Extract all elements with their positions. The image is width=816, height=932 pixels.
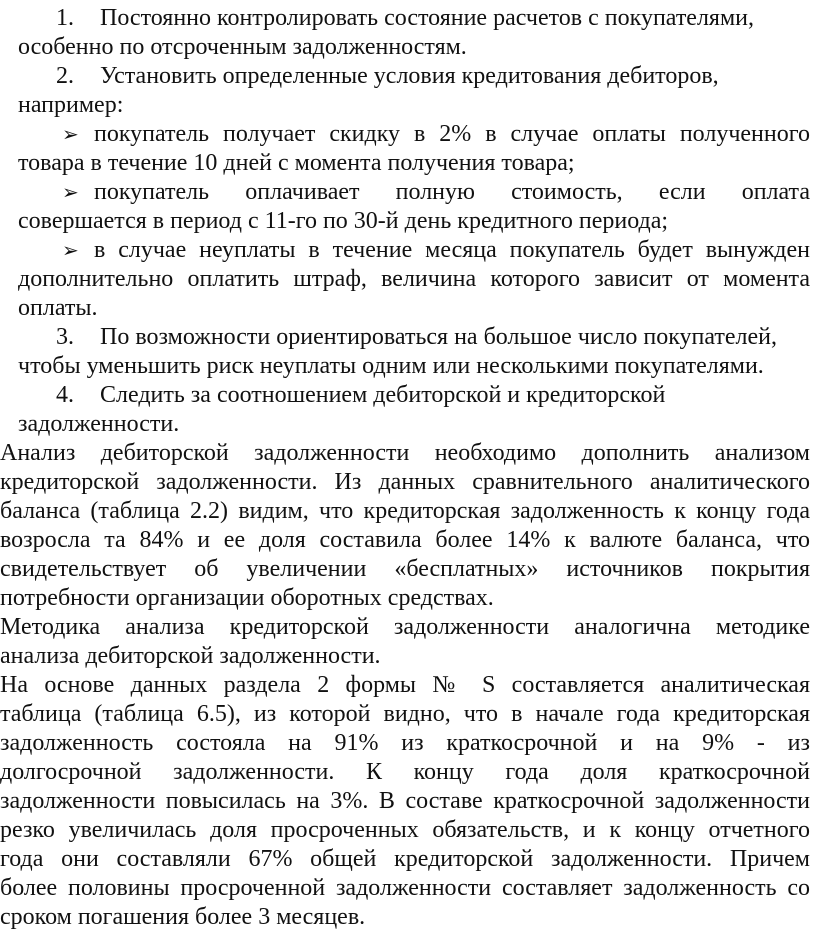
text-line: дополнительно оплатить штраф, величина которого зависит от момента xyxy=(18,266,810,292)
list-number: 4. xyxy=(56,382,74,408)
document-page xyxy=(0,4,810,932)
text-line: баланса (таблица 2.2) видим, что кредиторская задолженность к концу года xyxy=(0,498,810,524)
list-number: 1. xyxy=(56,5,74,31)
text-line: совершается в период с 11-го по 30-й день кредитного периода; xyxy=(18,208,669,234)
text-line: Анализ дебиторской задолженности необходимо дополнить анализом xyxy=(0,440,810,466)
text-line: товара в течение 10 дней с момента получения товара; xyxy=(18,150,575,176)
text-line: долгосрочной задолженности. К концу года доля краткосрочной xyxy=(0,759,810,785)
bullet-item xyxy=(0,236,810,323)
paragraph xyxy=(0,613,810,671)
text-line: потребности организации оборотных средствах. xyxy=(0,585,494,611)
bullet-text: покупатель получает скидку в 2% в случае оплаты полученного xyxy=(94,121,810,147)
arrow-bullet-icon: ➢ xyxy=(62,238,79,262)
paragraph xyxy=(0,671,810,932)
bullet-text: покупатель оплачивает полную стоимость, если оплата xyxy=(94,179,810,205)
arrow-bullet-icon: ➢ xyxy=(62,180,79,204)
list-text: Следить за соотношением дебиторской и кредиторской xyxy=(100,382,666,408)
text-line: резко увеличилась доля просроченных обязательств, и к концу отчетного xyxy=(0,817,810,843)
bullet-item xyxy=(0,178,810,236)
text-line: задолженности повысилась на 3%. В составе краткосрочной задолженности xyxy=(0,788,810,814)
list-text: Установить определенные условия кредитования дебиторов, xyxy=(100,63,719,89)
text-line: На основе данных раздела 2 формы № S составляется аналитическая xyxy=(0,672,810,698)
list-text: По возможности ориентироваться на большое число покупателей, xyxy=(100,324,778,350)
bullet-text: в случае неуплаты в течение месяца покупатель будет вынужден xyxy=(94,237,810,263)
text-line: возросла та 84% и ее доля составила более 14% к валюте баланса, что xyxy=(0,527,810,553)
text-line: сроком погашения более 3 месяцев. xyxy=(0,904,366,930)
text-line: особенно по отсроченным задолженностям. xyxy=(18,34,467,60)
arrow-bullet-icon: ➢ xyxy=(62,122,79,146)
text-line: чтобы уменьшить риск неуплаты одним или несколькими покупателями. xyxy=(18,353,764,379)
list-item-4 xyxy=(0,381,810,439)
text-line: оплаты. xyxy=(18,295,98,321)
text-line: более половины просроченной задолженности составляет задолженность со xyxy=(0,875,810,901)
text-line: кредиторской задолженности. Из данных сравнительного аналитического xyxy=(0,469,810,495)
list-number: 2. xyxy=(56,63,74,89)
text-line: года они составляли 67% общей кредиторской задолженности. Причем xyxy=(0,846,810,872)
text-line: задолженность состояла на 91% из краткосрочной и на 9% - из xyxy=(0,730,810,756)
text-line: например: xyxy=(18,92,124,118)
list-item-3 xyxy=(0,323,810,381)
bullet-item xyxy=(0,120,810,178)
list-text: Постоянно контролировать состояние расчетов с покупателями, xyxy=(100,5,754,31)
list-item-1 xyxy=(0,4,810,62)
paragraph xyxy=(0,439,810,613)
text-line: Методика анализа кредиторской задолженности аналогична методике xyxy=(0,614,810,640)
list-number: 3. xyxy=(56,324,74,350)
text-line: задолженности. xyxy=(18,411,180,437)
text-line: анализа дебиторской задолженности. xyxy=(0,643,381,669)
list-item-2 xyxy=(0,62,810,120)
text-line: свидетельствует об увеличении «бесплатных» источников покрытия xyxy=(0,556,810,582)
text-line: таблица (таблица 6.5), из которой видно, что в начале года кредиторская xyxy=(0,701,810,727)
